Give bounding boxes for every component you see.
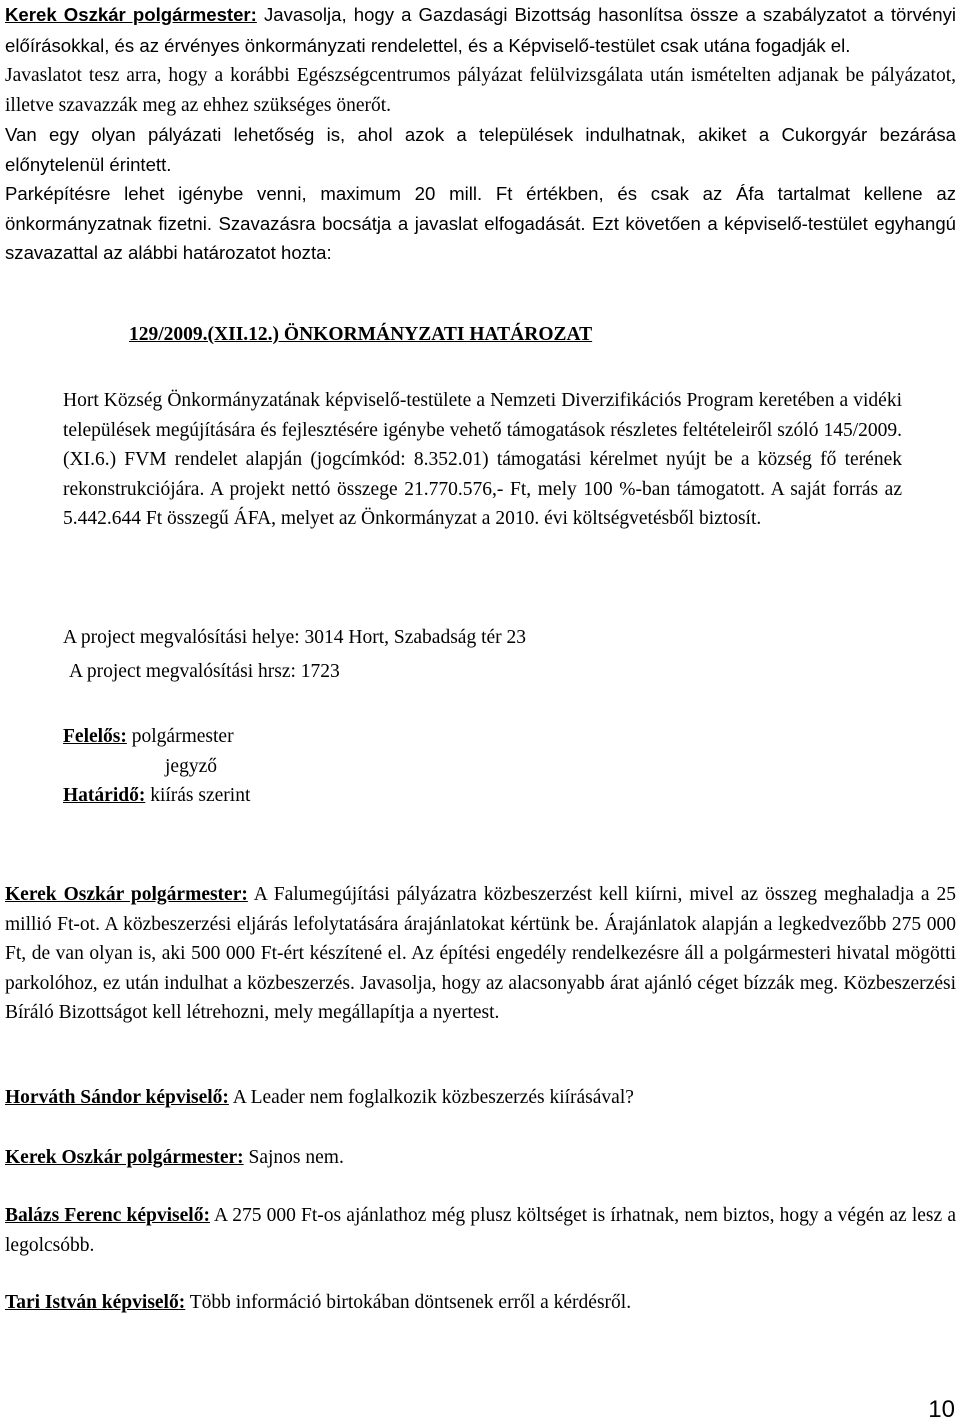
speaker-name: Balázs Ferenc képviselő: <box>5 1205 210 1226</box>
discussion-paragraph <box>5 1083 956 1113</box>
discussion-paragraph <box>5 1143 956 1173</box>
discussion-entry-4 <box>5 1201 956 1260</box>
page-number: 10 <box>928 1395 955 1424</box>
discussion-paragraph <box>5 1201 956 1260</box>
intro-paragraph-4: Parképítésre lehet igénybe venni, maximum 20 mill. Ft értékben, és csak az Áfa tartalmat kellene az önkormányzatnak fizetni. Szavazásra bocsátja a javaslat elfogadását. Ezt követően a képviselő-testület egyhangú szavazattal az alábbi határozatot hozta: <box>5 179 956 268</box>
speaker-name: Kerek Oszkár polgármester: <box>5 4 257 25</box>
discussion-text: Több információ birtokában döntsenek erről a kérdésről. <box>185 1292 631 1313</box>
deadline-label: Határidő: <box>63 785 145 806</box>
intro-text-1: Javasolja, hogy a Gazdasági Bizottság hasonlítsa össze a szabályzatot a törvényi előírásokkal, és az érvényes önkormányzati rendelettel, és a Képviselő-testület csak utána fogadják el. <box>5 4 956 56</box>
responsible-row <box>63 722 250 752</box>
speaker-name: Kerek Oszkár polgármester: <box>5 1147 244 1168</box>
resolution-body: Hort Község Önkormányzatának képviselő-testülete a Nemzeti Diverzifikációs Program keretében a vidéki települések megújítására és fejlesztésére igénybe vehető támogatások részletes feltételeiről szóló 145/2009. (XI.6.) FVM rendelet alapján (jogcímkód: 8.352.01) támogatási kérelmet nyújt be a község fő terének rekonstrukciójára. A projekt nettó összege 21.770.576,- Ft, mely 100 %-ban támogatott. A saját forrás az 5.442.644 Ft összegű ÁFA, melyet az Önkormányzat a 2010. évi költségvetésből biztosít. <box>63 386 902 534</box>
project-hrsz: A project megvalósítási hrsz: 1723 <box>69 657 340 687</box>
project-location: A project megvalósítási helye: 3014 Hort, Szabadság tér 23 <box>63 623 526 653</box>
discussion-entry-5 <box>5 1288 956 1318</box>
speaker-name: Tari István képviselő: <box>5 1292 185 1313</box>
discussion-entry-3 <box>5 1143 956 1173</box>
discussion-text: A Leader nem foglalkozik közbeszerzés kiírásával? <box>229 1087 634 1108</box>
speaker-name: Kerek Oszkár polgármester: <box>5 884 248 905</box>
intro-paragraph-3: Van egy olyan pályázati lehetőség is, ahol azok a települések indulhatnak, akiket a Cukorgyár bezárása előnytelenül érintett. <box>5 120 956 179</box>
discussion-paragraph <box>5 1288 956 1318</box>
responsible-label: Felelős: <box>63 726 127 747</box>
discussion-text: A Falumegújítási pályázatra közbeszerzést kell kiírni, mivel az összeg meghaladja a 25 millió Ft-ot. A közbeszerzési eljárás lefolytatására árajánlatokat kértünk be. Árajánlatok alapján a legkedvezőbb 275 000 Ft, de van olyan is, aki 500 000 Ft-ért készítené el. Az építési engedély rendelkezésre áll a polgármesteri hivatal mögötti parkolóhoz, ez után indulhat a közbeszerzés. Javasolja, hogy az alacsonyabb árat ajánló céget bízzák meg. Közbeszerzési Bíráló Bizottságot kell létrehozni, mely megállapítja a nyertest. <box>5 884 956 1023</box>
discussion-text: Sajnos nem. <box>244 1147 344 1168</box>
discussion-paragraph <box>5 880 956 1028</box>
discussion-entry-2 <box>5 1083 956 1113</box>
intro-section <box>5 0 956 268</box>
deadline-value: kiírás szerint <box>145 785 250 806</box>
speaker-name: Horváth Sándor képviselő: <box>5 1087 229 1108</box>
discussion-entry-1 <box>5 880 956 1028</box>
responsible-2: jegyző <box>63 752 250 782</box>
responsibility-block <box>63 722 250 811</box>
resolution-heading: 129/2009.(XII.12.) ÖNKORMÁNYZATI HATÁROZAT <box>129 320 592 350</box>
intro-paragraph-1 <box>5 0 956 61</box>
deadline-row <box>63 781 250 811</box>
responsible-1: polgármester <box>127 726 234 747</box>
discussion-text: A 275 000 Ft-os ajánlathoz még plusz költséget is írhatnak, nem biztos, hogy a végén az lesz a legolcsóbb. <box>5 1205 956 1256</box>
intro-paragraph-2: Javaslatot tesz arra, hogy a korábbi Egészségcentrumos pályázat felülvizsgálata után ismételten adjanak be pályázatot, illetve szavazzák meg az ehhez szükséges önerőt. <box>5 61 956 120</box>
